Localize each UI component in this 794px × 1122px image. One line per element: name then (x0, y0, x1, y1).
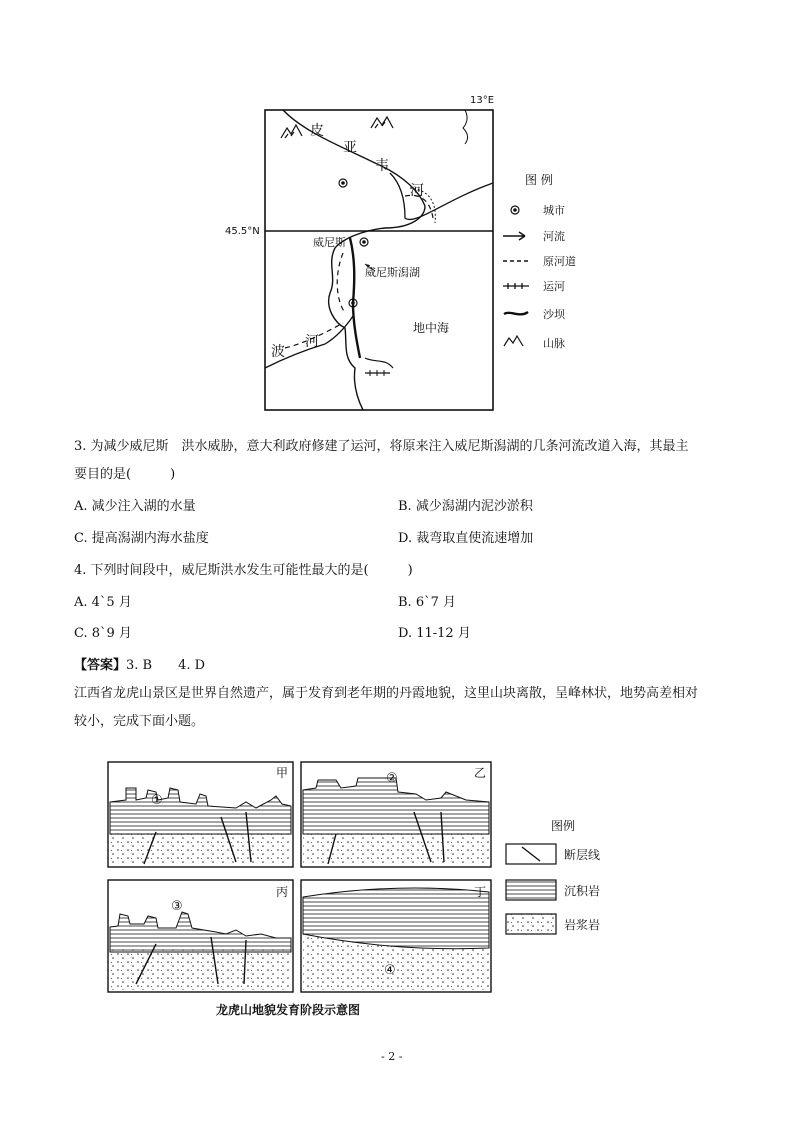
q4-option-b: B. 6`7 月 (398, 595, 456, 610)
legend-sedimentary-label: 沉积岩 (564, 884, 601, 898)
panel-bing-label: 丙 (276, 885, 289, 899)
legend-city-icon (511, 206, 519, 214)
passage-line2: 较小，完成下面小题。 (74, 714, 205, 729)
label-he2: 河 (305, 334, 319, 350)
figure-caption: 龙虎山地貌发育阶段示意图 (216, 1003, 361, 1017)
legend-mountain-label: 山脉 (543, 337, 565, 350)
legend-sandbar-icon (504, 312, 528, 314)
legend-igneous-icon (506, 914, 556, 934)
map-frame (265, 110, 493, 410)
latitude-label: 45.5°N (225, 226, 260, 237)
label-bo: 波 (271, 344, 285, 360)
answer-label: 【答案】 (74, 658, 127, 673)
mountain-range-icon (281, 117, 393, 138)
legend-mountain-icon (504, 336, 523, 346)
marker-4: ④ (384, 963, 396, 978)
map-legend-title: 图 例 (525, 173, 553, 187)
label-sea: 地中海 (413, 321, 450, 335)
legend-river-label: 河流 (543, 230, 565, 243)
panel-bing (108, 880, 293, 992)
legend-city-label: 城市 (543, 204, 565, 217)
legend-sandbar-label: 沙坝 (543, 308, 565, 321)
q3-option-a: A. 减少注入湖的水量 (74, 499, 196, 514)
marker-3: ③ (171, 899, 183, 914)
panel-yi (301, 762, 491, 867)
legend-sedimentary-icon (506, 880, 556, 900)
panel-ding-label: 丁 (474, 885, 487, 899)
legend-fault-label: 断层线 (564, 848, 601, 862)
q3-option-c: C. 提高潟湖内海水盐度 (74, 531, 209, 546)
panel-jia (108, 762, 293, 867)
label-wei: 韦 (375, 158, 389, 174)
q4-stem: 4. 下列时间段中，威尼斯洪水发生可能性最大的是( ) (74, 563, 413, 578)
legend-fault-icon (506, 844, 556, 864)
q3-stem-line2: 要目的是( ) (74, 467, 176, 482)
answer-text: 3. B 4. D (126, 658, 206, 673)
q4-option-c: C. 8`9 月 (74, 626, 132, 641)
legend-canal-icon (503, 283, 529, 289)
lagoon-sandbar (350, 238, 360, 358)
figure-legend-title: 图例 (551, 819, 576, 833)
passage-line1: 江西省龙虎山景区是世界自然遗产，属于发育到老年期的丹霞地貌，这里山块离散，呈峰林状，地势高差相对 (74, 686, 699, 701)
q3-stem-line1: 3. 为减少威尼斯 洪水威胁，意大利政府修建了运河，将原来注入威尼斯潟湖的几条河流改道入海，其最主 (74, 439, 689, 454)
panel-jia-label: 甲 (276, 766, 289, 780)
answer-line (74, 656, 205, 676)
legend-canal-label: 运河 (543, 280, 565, 293)
page-number: - 2 - (381, 1050, 403, 1063)
label-pi: 皮 (310, 123, 324, 139)
panel-ding (301, 880, 491, 992)
label-he1: 河 (410, 183, 424, 199)
q4-option-a: A. 4`5 月 (74, 595, 132, 610)
legend-igneous-label: 岩浆岩 (564, 918, 601, 932)
longitude-label: 13°E (470, 95, 495, 106)
q4-option-d: D. 11-12 月 (398, 626, 471, 641)
marker-1: ① (151, 793, 163, 808)
marker-2: ② (386, 771, 398, 786)
landform-stages-figure (96, 752, 656, 1027)
venice-map-figure (225, 88, 595, 413)
q3-option-b: B. 减少潟湖内泥沙淤积 (398, 499, 533, 514)
label-lagoon: 威尼斯潟湖 (365, 266, 420, 279)
label-venice: 威尼斯 (313, 236, 346, 249)
legend-river-icon (503, 232, 525, 240)
legend-old-river-label: 原河道 (543, 255, 576, 268)
panel-yi-label: 乙 (474, 766, 487, 780)
label-ya: 亚 (343, 140, 357, 156)
q3-option-d: D. 裁弯取直使流速增加 (398, 531, 534, 546)
